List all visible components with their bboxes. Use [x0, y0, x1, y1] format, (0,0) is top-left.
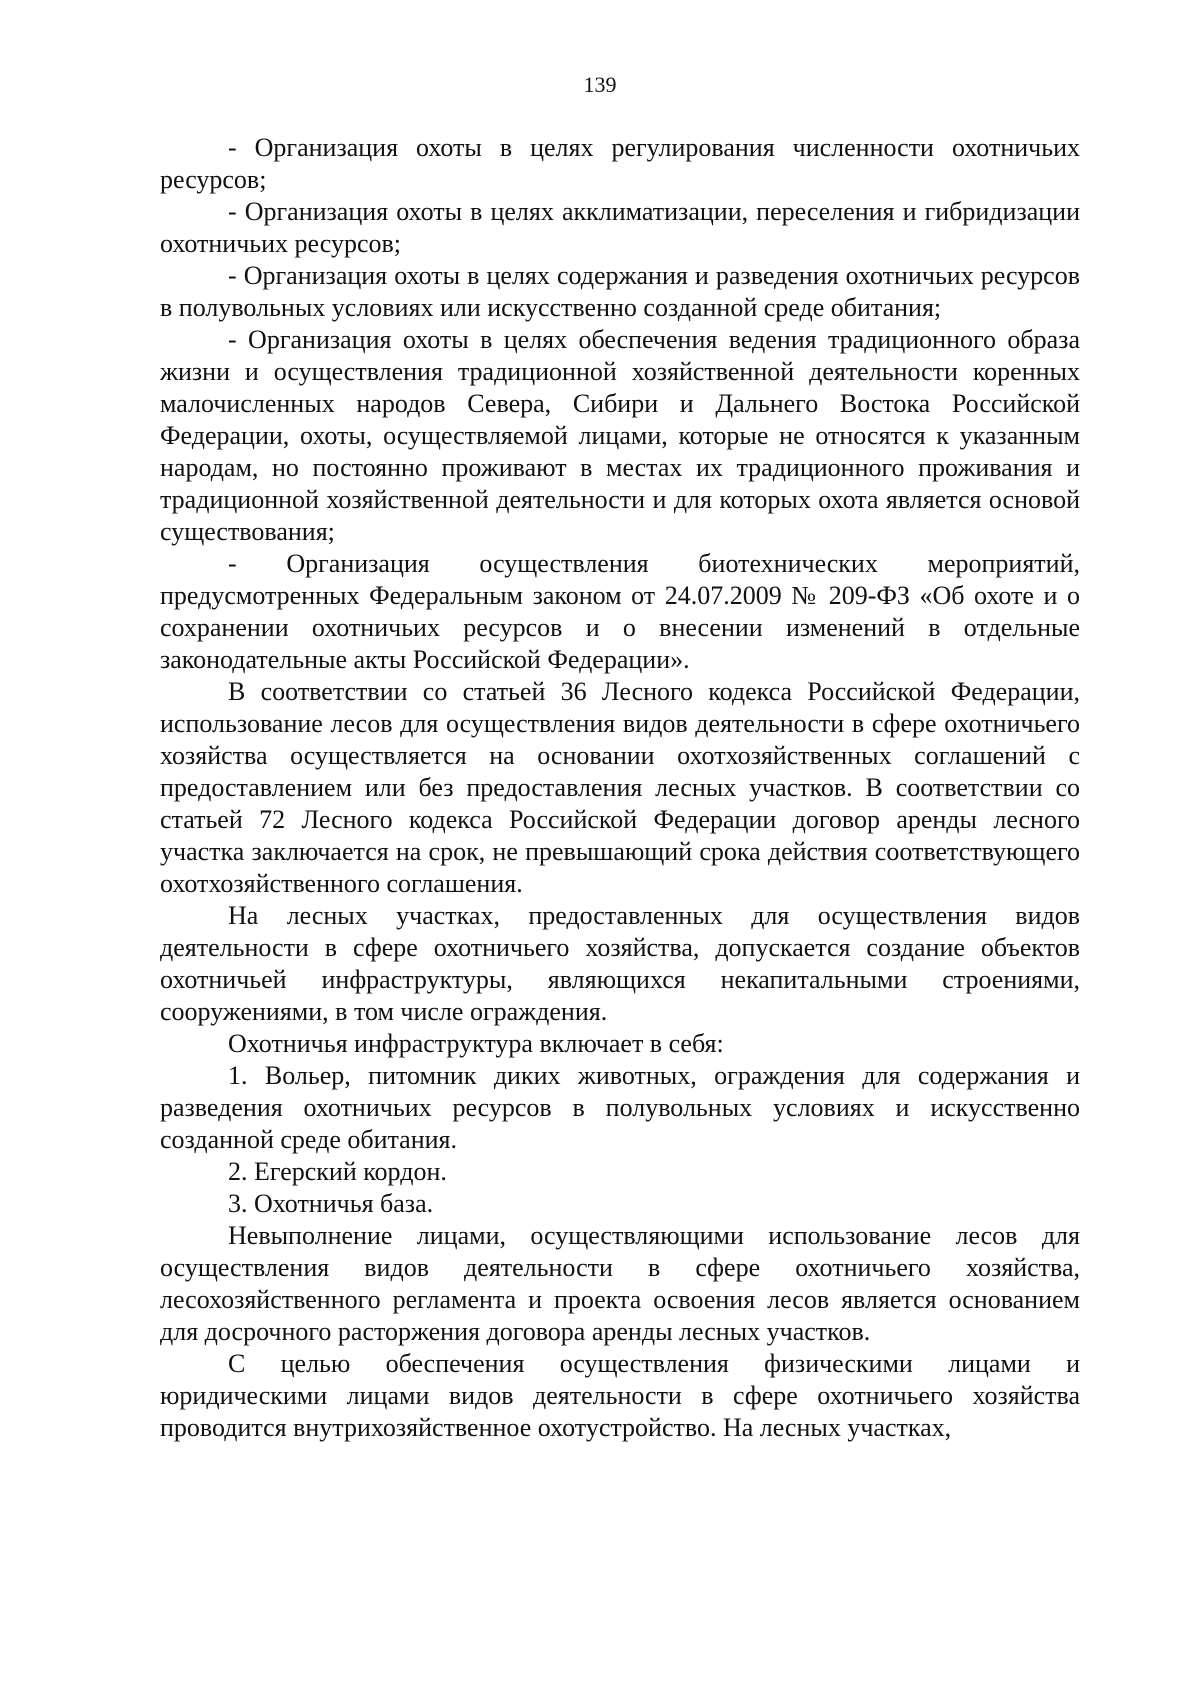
- document-body: [160, 132, 1080, 1444]
- paragraph-infrastructure-includes: Охотничья инфраструктура включает в себя:: [228, 1029, 724, 1058]
- list-item-enclosure: 1. Вольер, питомник диких животных, ограждения для содержания и разведения охотничьих ресурсов в полувольных условиях и искусственно созданной среде обитания.: [160, 1061, 1080, 1154]
- paragraph-lease-termination: Невыполнение лицами, осуществляющими использование лесов для осуществления видов деятельности в сфере охотничьего хозяйства, лесохозяйственного регламента и проекта освоения лесов является основанием для досрочного расторжения договора аренды лесных участков.: [160, 1221, 1080, 1346]
- paragraph-hunting-regulation: - Организация охоты в целях регулирования численности охотничьих ресурсов;: [160, 133, 1080, 194]
- paragraph-hunting-acclimatization: - Организация охоты в целях акклиматизации, переселения и гибридизации охотничьих ресурсов;: [160, 197, 1080, 258]
- paragraph-hunting-management: С целью обеспечения осуществления физическими лицами и юридическими лицами видов деятельности в сфере охотничьего хозяйства проводится внутрихозяйственное охотустройство. На лесных участках,: [160, 1349, 1080, 1442]
- paragraph-hunting-semi-free: - Организация охоты в целях содержания и разведения охотничьих ресурсов в полувольных условиях или искусственно созданной среде обитания;: [160, 261, 1080, 322]
- list-item-hunting-base: 3. Охотничья база.: [228, 1189, 434, 1218]
- paragraph-forest-code-article-36: В соответствии со статьей 36 Лесного кодекса Российской Федерации, использование лесов для осуществления видов деятельности в сфере охотничьего хозяйства осуществляется на основании охотхозяйственных соглашений с предоставлением или без предоставления лесных участков. В соответствии со статьей 72 Лесного кодекса Российской Федерации договор аренды лесного участка заключается на срок, не превышающий срока действия соответствующего охотхозяйственного соглашения.: [160, 677, 1080, 898]
- paragraph-hunting-indigenous: - Организация охоты в целях обеспечения ведения традиционного образа жизни и осуществления традиционной хозяйственной деятельности коренных малочисленных народов Севера, Сибири и Дальнего Востока Российской Федерации, охоты, осуществляемой лицами, которые не относятся к указанным народам, но постоянно проживают в местах их традиционного проживания и традиционной хозяйственной деятельности и для которых охота является основой существования;: [160, 325, 1080, 546]
- page-number: 139: [583, 72, 617, 97]
- paragraph-biotechnical-measures: - Организация осуществления биотехнических мероприятий, предусмотренных Федеральным законом от 24.07.2009 № 209-ФЗ «Об охоте и о сохранении охотничьих ресурсов и о внесении изменений в отдельные законодательные акты Российской Федерации».: [160, 549, 1080, 674]
- list-item-ranger-cordon: 2. Егерский кордон.: [228, 1157, 447, 1186]
- paragraph-hunting-infrastructure-objects: На лесных участках, предоставленных для осуществления видов деятельности в сфере охотничьего хозяйства, допускается создание объектов охотничьей инфраструктуры, являющихся некапитальными строениями, сооружениями, в том числе ограждения.: [160, 901, 1080, 1026]
